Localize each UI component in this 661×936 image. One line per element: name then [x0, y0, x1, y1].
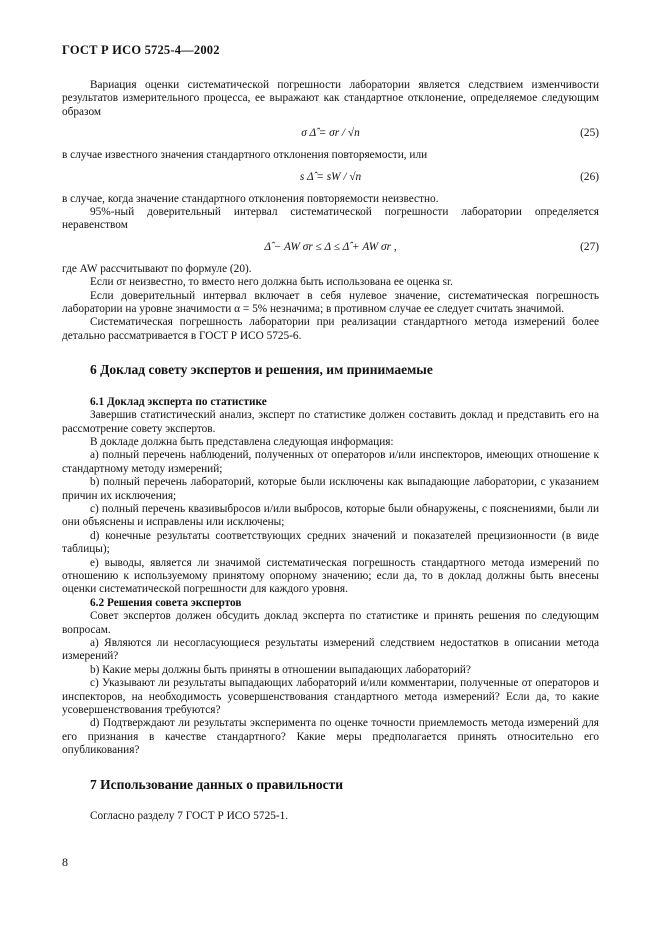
paragraph: в случае известного значения стандартного отклонения повторяемости, или	[62, 149, 428, 162]
section-heading-6: 6 Доклад совету экспертов и решения, им принимаемые	[90, 362, 433, 378]
formula-27	[62, 237, 599, 260]
paragraph: Совет экспертов должен обсудить доклад эксперта по статистике и принять решения по следующим вопросам.	[62, 610, 599, 636]
list-item: a) полный перечень наблюдений, полученных от операторов и/или инспекторов, имеющих отношение к стандартному методу измерений;	[62, 449, 599, 475]
paragraph: Завершив статистический анализ, эксперт по статистике должен составить доклад и представить его на рассмотрение совету экспертов.	[62, 409, 599, 435]
formula-expression: σ Δ̂ = σr / √n	[301, 127, 360, 140]
formula-26	[62, 167, 599, 190]
subsection-heading-6-1: 6.1 Доклад эксперта по статистике	[90, 395, 267, 408]
section-heading-7: 7 Использование данных о правильности	[90, 776, 344, 792]
list-item: b) полный перечень лабораторий, которые были исключены как выпадающие лаборатории, с указанием причин их исключения;	[62, 476, 599, 502]
paragraph: В докладе должна быть представлена следующая информация:	[90, 435, 394, 448]
list-item: a) Являются ли несогласующиеся результаты измерений следствием недостатков в описании метода измерений?	[62, 637, 599, 663]
paragraph: Если доверительный интервал включает в себя нулевое значение, систематическая погрешность лаборатории на уровне значимости α = 5% незначима; в противном случае ее следует считать значимой.	[62, 289, 599, 316]
paragraph: Систематическая погрешность лаборатории при реализации стандартного метода измерений более детально рассматривается в ГОСТ Р ИСО 5725-6.	[62, 316, 599, 342]
standard-header: ГОСТ Р ИСО 5725-4—2002	[62, 43, 220, 57]
formula-number: (27)	[580, 240, 599, 253]
formula-number: (26)	[580, 170, 599, 183]
body-content	[62, 79, 599, 823]
list-item: b) Какие меры должны быть приняты в отношении выпадающих лабораторий?	[90, 663, 471, 676]
paragraph: Если σr неизвестно, то вместо него должна быть использована ее оценка sr.	[90, 276, 453, 289]
formula-expression: s Δ̂ = sW / √n	[299, 170, 362, 183]
page-number: 8	[62, 855, 68, 869]
list-item: d) Подтверждают ли результаты эксперимента по оценке точности приемлемость метода измерений для его признания в качестве стандартного? Какие меры предполагается принять относительно его опубликования?	[62, 717, 599, 757]
list-item: c) полный перечень квазивыбросов и/или выбросов, которые были обнаружены, с пояснениями, были ли они объяснены и исправлены или исключены;	[62, 502, 599, 529]
list-item: d) конечные результаты соответствующих средних значений и показателей прецизионности (в виде таблицы);	[62, 529, 599, 556]
formula-25	[62, 123, 599, 146]
paragraph: Согласно разделу 7 ГОСТ Р ИСО 5725-1.	[90, 810, 289, 823]
list-item: c) Указывают ли результаты выпадающих лабораторий и/или комментарии, полученные от операторов и инспекторов, на необходимость усовершенствования стандартного метода измерений? Если да, то какие усовершенствования требуются?	[62, 677, 599, 717]
subsection-heading-6-2: 6.2 Решения совета экспертов	[90, 596, 242, 609]
paragraph: где AW рассчитывают по формуле (20).	[62, 262, 252, 275]
formula-expression: Δ̂ − AW σr ≤ Δ ≤ Δ̂ + AW σr ,	[264, 240, 397, 253]
list-item: e) выводы, является ли значимой систематическая погрешность стандартного метода измерений по отношению к используемому принятому опорному значению; если да, то в доклад должны быть внесены оценки систематической погрешности для каждого уровня.	[62, 556, 599, 596]
paragraph: 95%-ный доверительный интервал систематической погрешности лаборатории определяется неравенством	[62, 206, 599, 232]
paragraph: Вариация оценки систематической погрешности лаборатории является следствием изменчивости результатов измерительного процесса, ее выражают как стандартное отклонение, определяемое следующим образом	[62, 79, 599, 118]
paragraph: в случае, когда значение стандартного отклонения повторяемости неизвестно.	[62, 192, 439, 205]
formula-number: (25)	[580, 127, 599, 140]
